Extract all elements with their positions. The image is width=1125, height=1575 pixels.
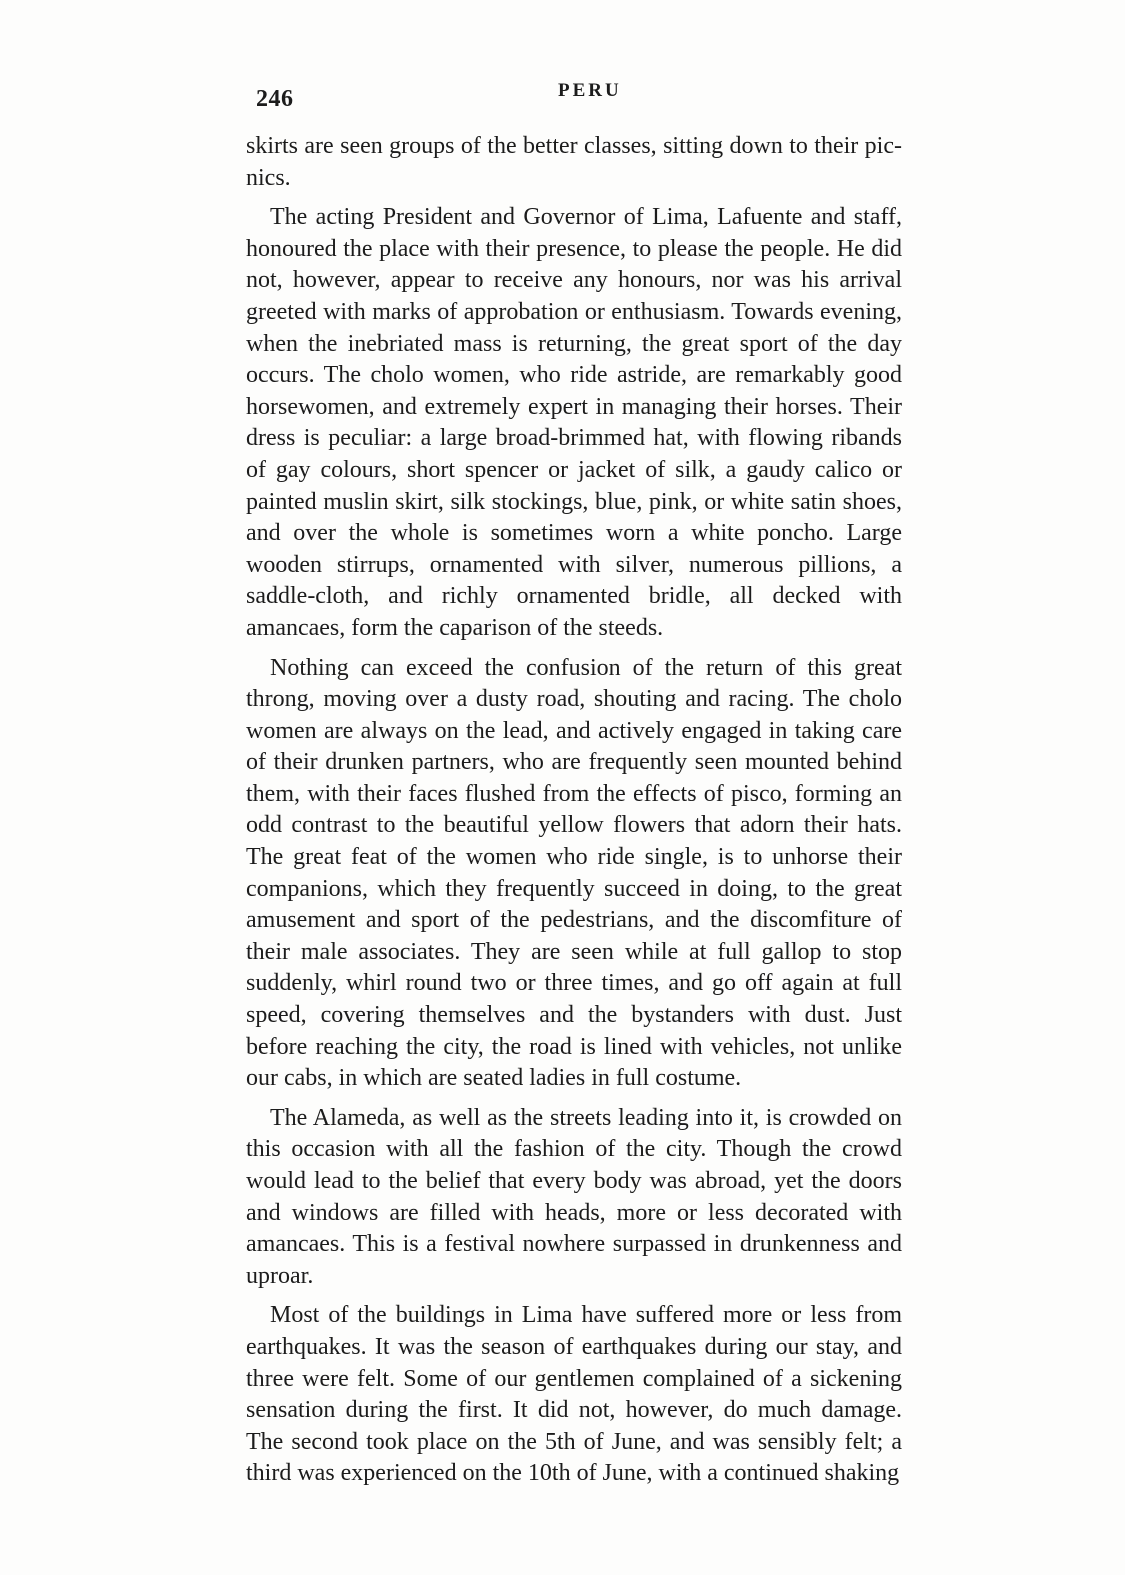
page-number: 246 [256,86,294,112]
running-head [256,76,906,116]
paragraph: The Alameda, as well as the streets leading into it, is crowded on this occasion with all the fashion of the city. Though the crowd would lead to the belief that every body was abroad, yet the doors and windows are filled with heads, more or less decorated with amancaes. This is a festival nowhere surpassed in drunkenness and uproar. [246,1104,902,1289]
paragraph: Nothing can exceed the confusion of the return of this great throng, moving over a dusty road, shouting and racing. The cholo women are always on the lead, and actively engaged in taking care of their drunken partners, who are frequently seen mounted behind them, with their faces flushed from the effects of pisco, forming an odd contrast to the beautiful yellow flowers that adorn their hats. The great feat of the women who ride single, is to unhorse their companions, which they frequently succeed in doing, to the great amusement and sport of the pedestrians, and the discomfiture of their male associates. They are seen while at full gallop to stop suddenly, whirl round two or three times, and go off again at full speed, covering themselves and the bystanders with dust. Just before reaching the city, the road is lined with vehicles, not unlike our cabs, in which are seated ladies in full costume. [246,654,902,1092]
paragraph: Most of the buildings in Lima have suffered more or less from earthquakes. It was the season of earthquakes during our stay, and three were felt. Some of our gentlemen complained of a sickening sensation during the first. It did not, however, do much damage. The second took place on the 5th of June, and was sensibly felt; a third was experienced on the 10th of June, with a continued shaking [246,1302,902,1487]
running-title: PERU [558,80,622,101]
paragraph: The acting President and Governor of Lima, Lafuente and staff, honoured the place with their presence, to please the people. He did not, however, appear to receive any honours, nor was his arrival greeted with marks of approbation or enthusiasm. Towards evening, when the inebriated mass is returning, the great sport of the day occurs. The cholo women, who ride astride, are remarkably good horsewomen, and extremely expert in managing their horses. Their dress is peculiar: a large broad-brimmed hat, with flowing ribands of gay colours, short spencer or jacket of silk, a gaudy calico or painted muslin skirt, silk stockings, blue, pink, or white satin shoes, and over the whole is sometimes worn a white poncho. Large wooden stirrups, ornamented with silver, numerous pillions, a saddle-cloth, and richly ornamented bridle, all decked with amancaes, form the caparison of the steeds. [246,204,902,641]
paragraph-continued: skirts are seen groups of the better classes, sitting down to their pic-nics. [246,133,902,191]
body-text [246,131,902,1498]
